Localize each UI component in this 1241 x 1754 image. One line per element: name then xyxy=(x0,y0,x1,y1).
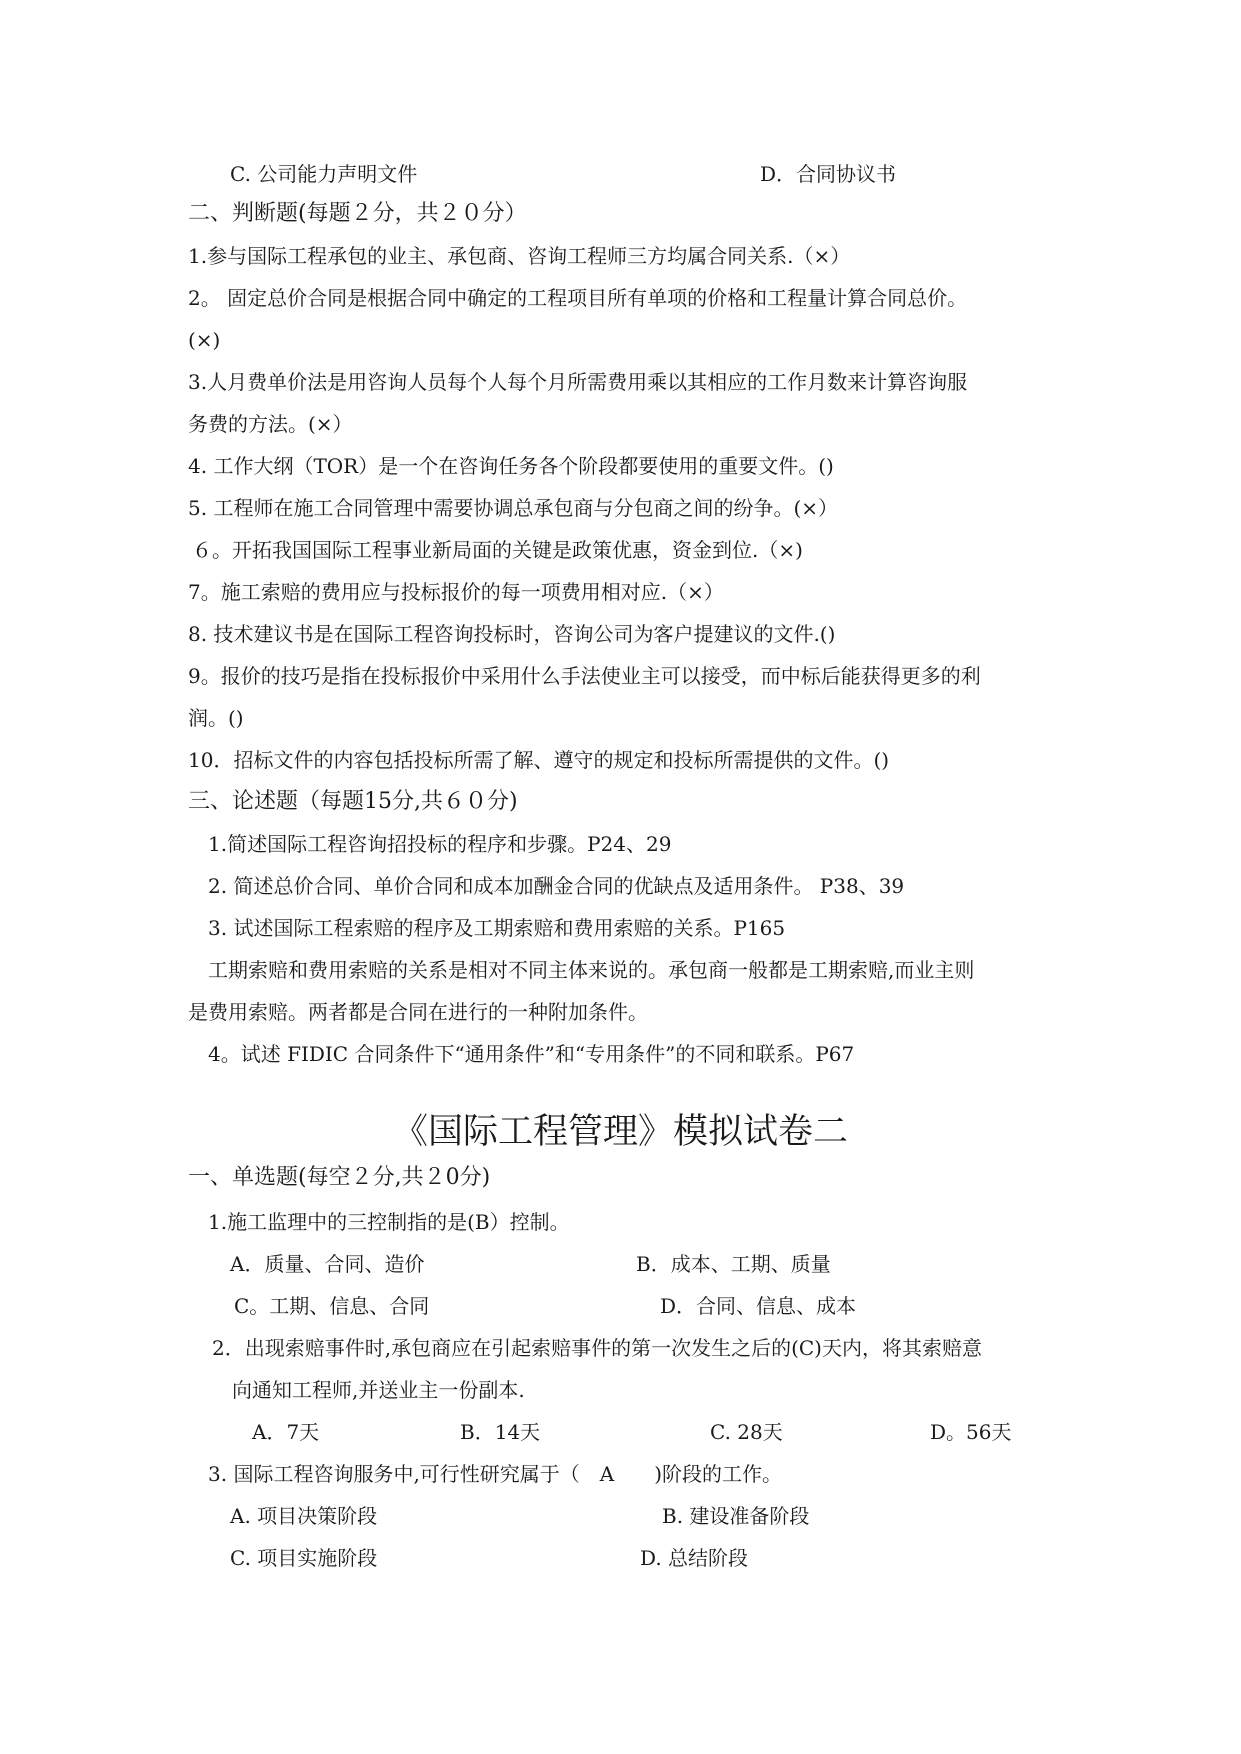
q3-option-d: D. 总结阶段 xyxy=(640,1546,749,1570)
q2-option-b: B．14天 xyxy=(460,1420,541,1444)
q3-option-b: B. 建设准备阶段 xyxy=(662,1504,810,1528)
tf-item-5: 5. 工程师在施工合同管理中需要协调总承包商与分包商之间的纷争。(×） xyxy=(188,496,838,520)
tf-item-8: 8. 技术建议书是在国际工程咨询投标时，咨询公司为客户提建议的文件.() xyxy=(188,622,836,646)
tf-item-2: 2。 固定总价合同是根据合同中确定的工程项目所有单项的价格和工程量计算合同总价。 xyxy=(188,286,968,310)
exam2-title: 《国际工程管理》模拟试卷二 xyxy=(392,1112,848,1152)
q1-option-d: D．合同、信息、成本 xyxy=(660,1294,857,1318)
essay-item-1: 1.简述国际工程咨询招投标的程序和步骤。P24、29 xyxy=(208,832,672,856)
q2-stem-line-1: 2．出现索赔事件时,承包商应在引起索赔事件的第一次发生之后的(C)天内，将其索赔意 xyxy=(212,1336,982,1360)
tf-item-3: 3.人月费单价法是用咨询人员每个人每个月所需费用乘以其相应的工作月数来计算咨询服 xyxy=(188,370,968,394)
q3-stem: 3. 国际工程咨询服务中,可行性研究属于（ A )阶段的工作。 xyxy=(208,1462,783,1486)
q3-option-a: A. 项目决策阶段 xyxy=(230,1504,378,1528)
section2-heading: 二、判断题(每题２分，共２０分） xyxy=(188,201,527,226)
q2-stem-line-2: 向通知工程师,并送业主一份副本. xyxy=(232,1378,525,1402)
option-d-top: D．合同协议书 xyxy=(760,162,897,186)
tf-item-1: 1.参与国际工程承包的业主、承包商、咨询工程师三方均属合同关系.（×） xyxy=(188,244,851,268)
tf-item-6: ６。开拓我国国际工程事业新局面的关键是政策优惠，资金到位.（×) xyxy=(192,538,803,562)
essay-item-3: 3. 试述国际工程索赔的程序及工期索赔和费用索赔的关系。P165 xyxy=(208,916,786,940)
tf-item-9-cont: 润。() xyxy=(188,706,244,730)
tf-item-10: 10．招标文件的内容包括投标所需了解、遵守的规定和投标所需提供的文件。() xyxy=(188,748,890,772)
essay-answer-line-2: 是费用索赔。两者都是合同在进行的一种附加条件。 xyxy=(188,1000,648,1024)
essay-item-2: 2. 简述总价合同、单价合同和成本加酬金合同的优缺点及适用条件。 P38、39 xyxy=(208,874,905,898)
q3-option-c: C. 项目实施阶段 xyxy=(230,1546,378,1570)
q2-option-c: C. 28天 xyxy=(710,1420,783,1444)
essay-answer-line-1: 工期索赔和费用索赔的关系是相对不同主体来说的。承包商一般都是工期索赔,而业主则 xyxy=(208,958,975,982)
essay-item-4: 4。试述 FIDIC 合同条件下“通用条件”和“专用条件”的不同和联系。P67 xyxy=(208,1042,855,1066)
q1-option-b: B．成本、工期、质量 xyxy=(636,1252,831,1276)
q1-option-a: A．质量、合同、造价 xyxy=(230,1252,425,1276)
tf-item-4: 4. 工作大纲（TOR）是一个在咨询任务各个阶段都要使用的重要文件。() xyxy=(188,454,834,478)
option-c-top: C. 公司能力声明文件 xyxy=(230,162,418,186)
tf-item-3-cont: 务费的方法。(×） xyxy=(188,412,353,436)
section3-heading: 三、论述题（每题15分,共６０分) xyxy=(188,789,518,814)
tf-item-7: 7。施工索赔的费用应与投标报价的每一项费用相对应.（×） xyxy=(188,580,724,604)
q2-option-a: A．7天 xyxy=(252,1420,320,1444)
q1-stem: 1.施工监理中的三控制指的是(B）控制。 xyxy=(208,1210,570,1234)
exam2-section1-heading: 一、单选题(每空２分,共２0分) xyxy=(188,1165,491,1190)
tf-item-9: 9。报价的技巧是指在投标报价中采用什么手法使业主可以接受，而中标后能获得更多的利 xyxy=(188,664,981,688)
q2-option-d: D。56天 xyxy=(930,1420,1012,1444)
tf-item-2-cont: (×) xyxy=(188,328,221,352)
q1-option-c: C。工期、信息、合同 xyxy=(234,1294,430,1318)
